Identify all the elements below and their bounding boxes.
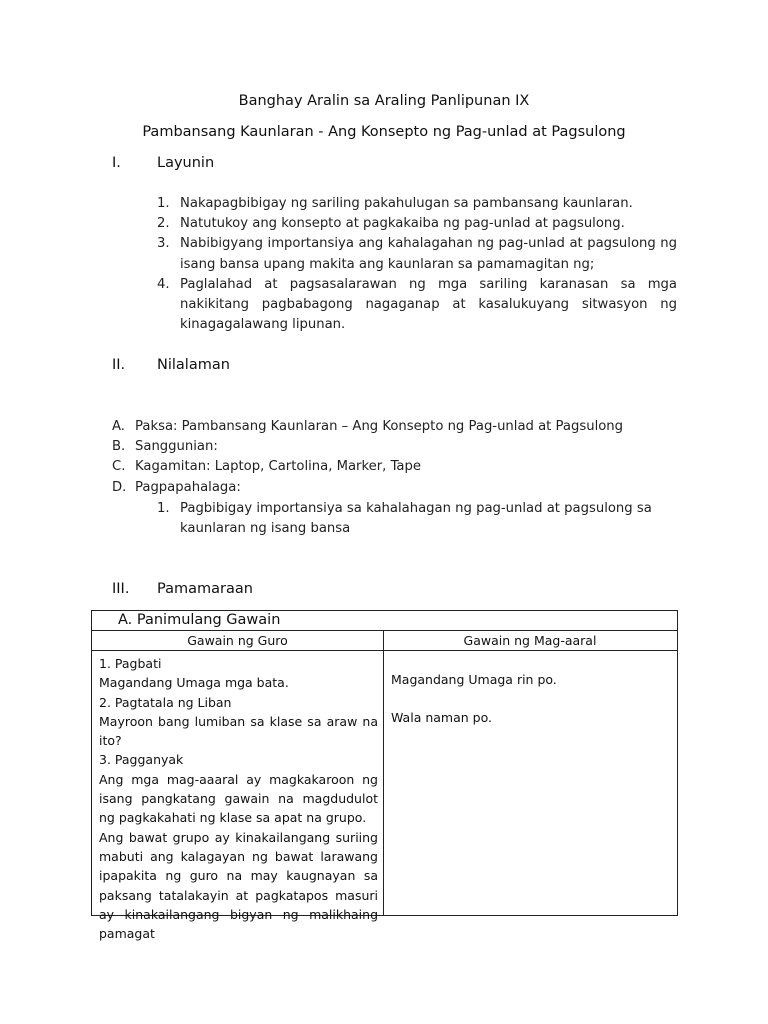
objectives-list: [157, 194, 677, 335]
column-header-guro: Gawain ng Guro: [187, 633, 288, 648]
page-title: Banghay Aralin sa Araling Panlipunan IX: [238, 93, 530, 109]
list-item: 3. Nabibigyang importansiya ang kahalagahan ng pag-unlad at pagsulong ng isang bansa upang makita ang kaunlaran sa pamamagitan ng;: [157, 236, 677, 272]
list-item: 1. Nakapagbibigay ng sariling pakahulugan sa pambansang kaunlaran.: [157, 196, 633, 211]
list-item: 4. Paglalahad at pagsasalarawan ng mga sariling karanasan sa mga nakikitang pagbabagong nagaganap at kasalukuyang sitwasyon ng kinagagalawang lipunan.: [157, 276, 677, 333]
table-line: 3. Pagganyak: [99, 752, 184, 768]
student-response-2: Wala naman po.: [391, 710, 492, 725]
list-item: 2. Natutukoy ang konsepto at pagkakaiba ng pag-unlad at pagsulong.: [157, 216, 625, 232]
section-1-label: Layunin: [157, 155, 215, 171]
column-divider: [383, 631, 384, 915]
table-line: Magandang Umaga mga bata.: [99, 675, 289, 691]
section-3-label: Pamamaraan: [157, 581, 253, 597]
table-column-headers: [92, 631, 677, 651]
table-heading-row: [92, 611, 677, 631]
section-2-number: II.: [112, 357, 126, 373]
table-line: Ang mga mag-aaaral ay magkakaroon ng isang pangkatang gawain na magdudulot ng pagkakahati ng klase sa apat na grupo.: [99, 771, 378, 826]
list-item: D. Pagpapahalaga:: [112, 479, 241, 495]
list-item: A. Paksa: Pambansang Kaunlaran – Ang Konsepto ng Pag-unlad at Pagsulong: [112, 419, 624, 434]
column-header-magaaral: Gawain ng Mag-aaral: [463, 633, 597, 648]
page-subtitle: Pambansang Kaunlaran - Ang Konsepto ng Pag-unlad at Pagsulong: [142, 124, 626, 140]
section-2-label: Nilalaman: [157, 357, 230, 373]
section-3-number: III.: [112, 581, 130, 597]
table-line: Mayroon bang lumiban sa klase sa araw na ito?: [99, 713, 378, 749]
procedure-table: [91, 610, 678, 942]
list-item: C. Kagamitan: Laptop, Cartolina, Marker, Tape: [112, 459, 422, 475]
table-line: Ang bawat grupo ay kinakailangang suriing mabuti ang kalagayan ng bawat larawang ipapakita ng guro na may kaugnayan sa paksang tatalakayin at pagkatapos masuri ay kinakailangang bigyan ng malikhaing pamagat: [99, 829, 378, 942]
list-item: B. Sanggunian:: [112, 439, 218, 455]
table-line: 1. Pagbati: [99, 656, 162, 671]
values-sublist: [157, 499, 677, 539]
student-response-1: Magandang Umaga rin po.: [391, 672, 557, 687]
list-item: 1. Pagbibigay importansiya sa kahalahagan ng pag-unlad at pagsulong sa kaunlaran ng isang bansa: [157, 501, 652, 537]
table-heading: A. Panimulang Gawain: [118, 612, 281, 628]
section-1-number: I.: [112, 155, 121, 171]
teacher-activity-cell: [99, 654, 378, 943]
content-list: [112, 417, 672, 498]
table-line: 2. Pagtatala ng Liban: [99, 694, 232, 710]
